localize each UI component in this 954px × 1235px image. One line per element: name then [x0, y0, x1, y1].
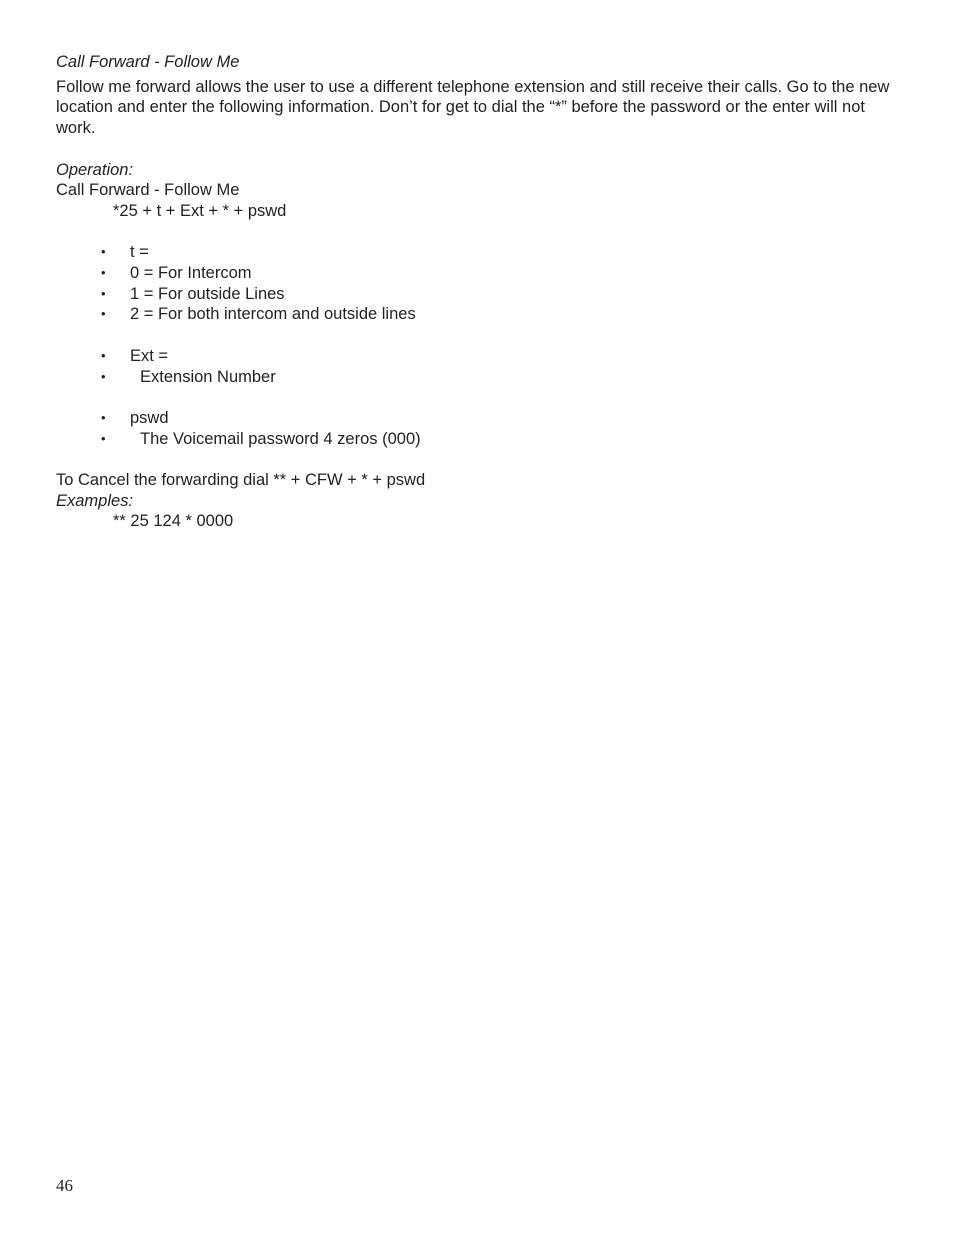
- spacer: [56, 139, 896, 160]
- spacer: [56, 222, 896, 243]
- example-code: ** 25 124 * 0000: [113, 512, 234, 531]
- bullet-icon: •: [101, 347, 106, 363]
- list-item: [101, 263, 896, 284]
- list-item-text: The Voicemail password 4 zeros (000): [140, 429, 421, 448]
- section-heading: Call Forward - Follow Me: [56, 53, 240, 71]
- section-description: Follow me forward allows the user to use a different telephone extension and still receive their calls. Go to the new location and enter the following information. Don’t for get to dial the “*” before the password or the enter will not work.: [56, 77, 890, 138]
- list-item: [101, 429, 896, 450]
- bullet-icon: •: [101, 265, 106, 280]
- list-item: [101, 304, 896, 325]
- bullet-icon: •: [101, 244, 106, 260]
- spacer: [56, 387, 896, 408]
- t-options-list: [56, 242, 896, 325]
- operation-code: *25 + t + Ext + * + pswd: [113, 201, 287, 220]
- bullet-icon: •: [101, 285, 106, 301]
- list-item: [101, 284, 896, 305]
- ext-list: [56, 346, 896, 387]
- list-item: [101, 408, 896, 429]
- list-item-text: 0 = For Intercom: [130, 264, 252, 282]
- spacer: [56, 325, 896, 346]
- list-item-text: 1 = For outside Lines: [130, 284, 285, 303]
- list-item-text: t =: [130, 243, 149, 262]
- bullet-icon: •: [101, 306, 106, 322]
- bullet-icon: •: [101, 368, 106, 384]
- list-item: [101, 346, 896, 367]
- bullet-icon: •: [101, 409, 106, 425]
- spacer: [56, 449, 896, 470]
- pswd-list: [56, 408, 896, 449]
- examples-label: Examples:: [56, 491, 134, 510]
- cancel-instruction: To Cancel the forwarding dial ** + CFW + * + pswd: [56, 470, 426, 489]
- list-item: [101, 242, 896, 263]
- list-item-text: Extension Number: [140, 367, 276, 386]
- list-item-text: pswd: [130, 408, 169, 427]
- list-item-text: 2 = For both intercom and outside lines: [130, 305, 416, 324]
- bullet-icon: •: [101, 430, 106, 446]
- list-item: [101, 367, 896, 388]
- page-number: 46: [56, 1176, 73, 1195]
- list-item-text: Ext =: [130, 346, 169, 365]
- document-page: [56, 52, 896, 532]
- operation-label: Operation:: [56, 160, 134, 179]
- operation-title: Call Forward - Follow Me: [56, 181, 240, 200]
